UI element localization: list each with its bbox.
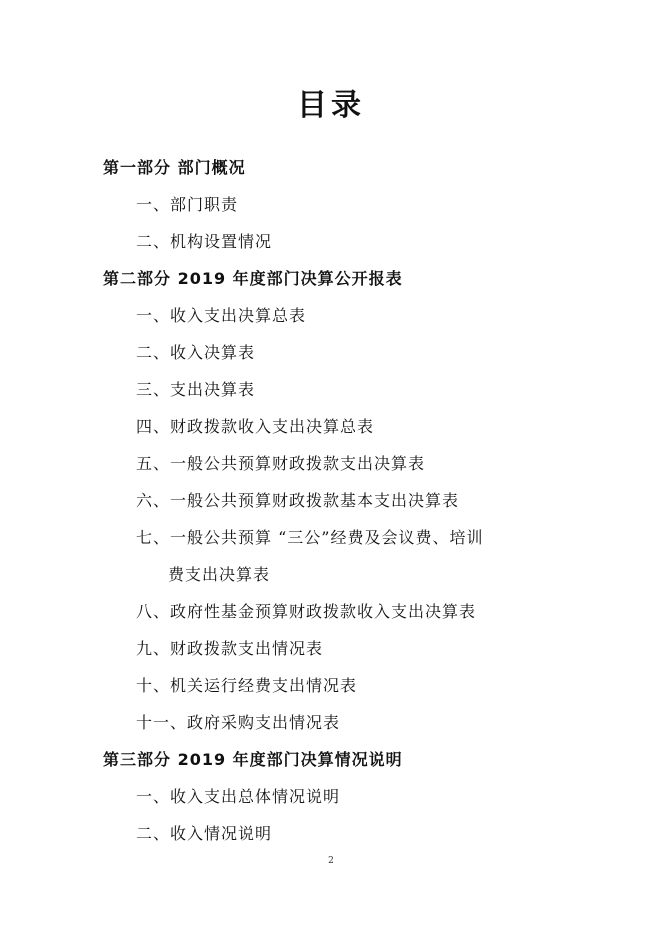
toc-part2-item5: 五、一般公共预算财政拨款支出决算表 [136, 454, 426, 473]
toc-part2-item1: 一、收入支出决算总表 [136, 306, 307, 325]
toc-part2-item4: 四、财政拨款收入支出决算总表 [136, 417, 375, 436]
toc-part2-item7: 七、一般公共预算 “三公”经费及会议费、培训 [136, 528, 484, 547]
toc-part3-item1: 一、收入支出总体情况说明 [136, 787, 341, 806]
toc-part3: 第三部分 2019 年度部门决算情况说明 [103, 750, 403, 769]
toc-part1: 第一部分 部门概况 [103, 158, 246, 177]
toc-part2-item7-continued: 费支出决算表 [168, 565, 271, 584]
toc-part2-item10: 十、机关运行经费支出情况表 [136, 676, 358, 695]
toc-part2-item11: 十一、政府采购支出情况表 [136, 713, 341, 732]
toc-part2: 第二部分 2019 年度部门决算公开报表 [103, 269, 403, 288]
toc-part2-item6: 六、一般公共预算财政拨款基本支出决算表 [136, 491, 460, 510]
toc-part1-item2: 二、机构设置情况 [136, 232, 273, 251]
page-title: 目录 [297, 88, 365, 123]
toc-part3-item2: 二、收入情况说明 [136, 824, 273, 843]
toc-part2-item3: 三、支出决算表 [136, 380, 256, 399]
toc-part1-item1: 一、部门职责 [136, 195, 239, 214]
toc-part2-item2: 二、收入决算表 [136, 343, 256, 362]
page-number: 2 [328, 856, 334, 866]
toc-part2-item9: 九、财政拨款支出情况表 [136, 639, 324, 658]
toc-part2-item8: 八、政府性基金预算财政拨款收入支出决算表 [136, 602, 477, 621]
